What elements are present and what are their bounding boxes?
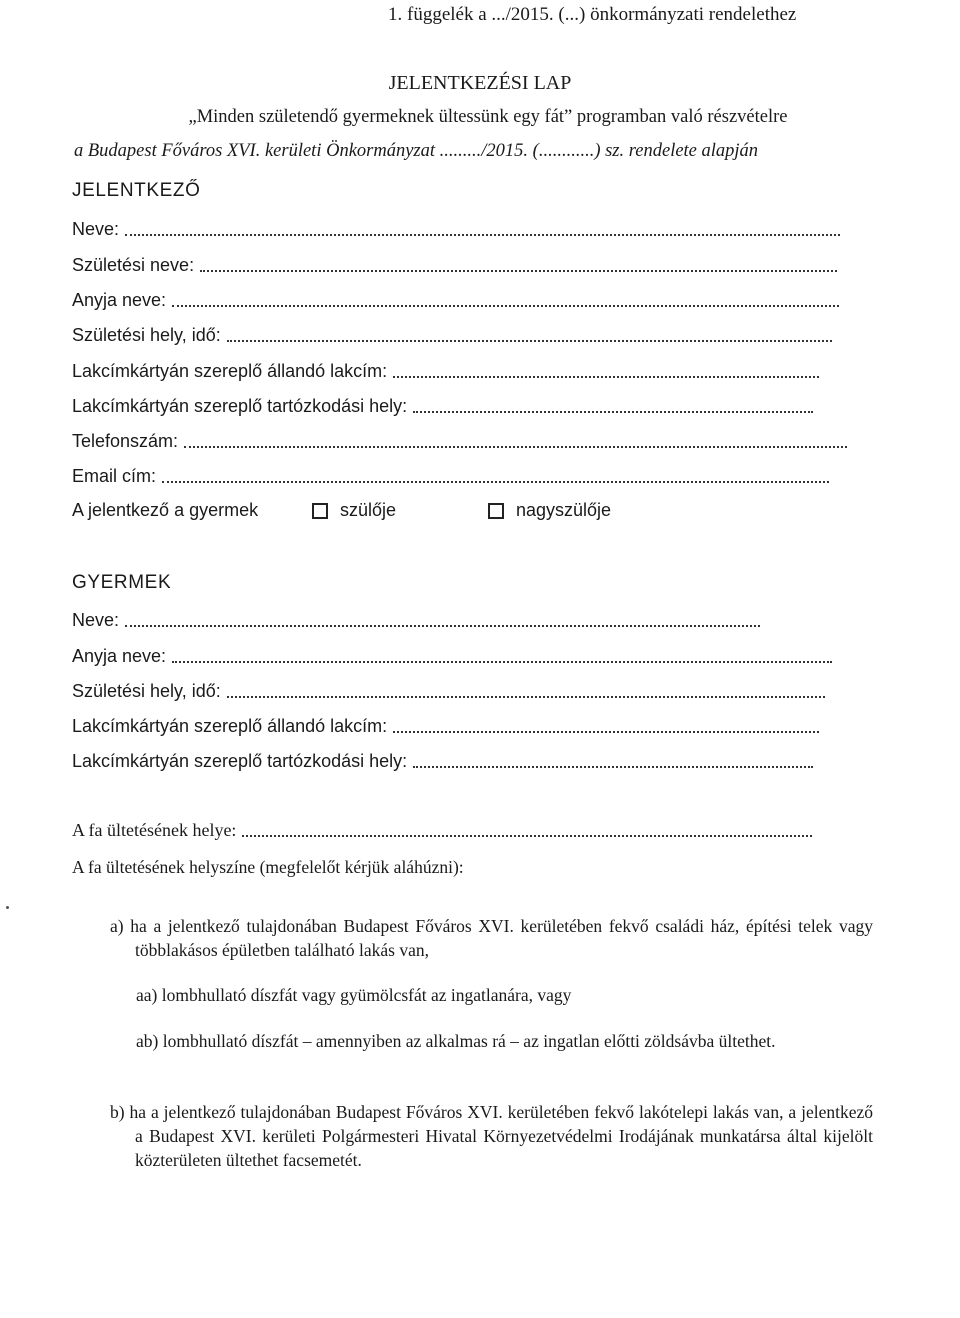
fill-line[interactable]: [125, 625, 760, 627]
fill-line[interactable]: [413, 411, 813, 413]
field-label: Email cím:: [72, 466, 157, 486]
field-label: Neve:: [72, 219, 120, 239]
fill-line[interactable]: [242, 835, 812, 837]
parent-checkbox[interactable]: [312, 503, 328, 519]
applicant-temporary-address-field[interactable]: [72, 396, 813, 417]
grandparent-option-label: nagyszülője: [516, 500, 612, 520]
applicant-phone-field[interactable]: [72, 431, 847, 452]
applicant-heading: JELENTKEZŐ: [72, 180, 201, 201]
form-title: JELENTKEZÉSI LAP: [388, 72, 572, 94]
parent-option-label: szülője: [340, 500, 397, 520]
applicant-birth-name-field[interactable]: [72, 255, 837, 276]
applicant-email-field[interactable]: [72, 466, 829, 487]
applicant-permanent-address-field[interactable]: [72, 361, 819, 382]
field-label: Lakcímkártyán szereplő tartózkodási hely:: [72, 396, 408, 416]
child-temporary-address-field[interactable]: [72, 751, 813, 772]
field-label: Lakcímkártyán szereplő tartózkodási hely:: [72, 751, 408, 771]
field-label: Lakcímkártyán szereplő állandó lakcím:: [72, 361, 388, 381]
child-permanent-address-field[interactable]: [72, 716, 819, 737]
child-birthplace-field[interactable]: [72, 681, 825, 702]
fill-line[interactable]: [172, 305, 839, 307]
child-heading: GYERMEK: [72, 572, 172, 593]
field-label: Születési neve:: [72, 255, 195, 275]
fill-line[interactable]: [184, 446, 847, 448]
option-a: a) ha a jelentkező tulajdonában Budapest Főváros XVI. kerületében fekvő családi ház, építési telek vagy többlakásos épületben található lakás van,: [110, 916, 873, 960]
fill-line[interactable]: [227, 340, 832, 342]
form-subtitle: „Minden születendő gyermeknek ültessünk egy fát” programban való részvételre: [188, 107, 788, 127]
applicant-birthplace-field[interactable]: [72, 325, 832, 346]
field-label: Születési hely, idő:: [72, 681, 221, 701]
child-mother-name-field[interactable]: [72, 646, 832, 667]
grandparent-checkbox[interactable]: [488, 503, 504, 519]
scan-speck: [6, 906, 9, 909]
planting-place-field[interactable]: [72, 820, 812, 841]
field-label: Anyja neve:: [72, 290, 167, 310]
option-aa: aa) lombhullató díszfát vagy gyümölcsfát az ingatlanára, vagy: [136, 985, 572, 1005]
fill-line[interactable]: [413, 766, 813, 768]
option-ab: ab) lombhullató díszfát – amennyiben az alkalmas rá – az ingatlan előtti zöldsávba ültethet.: [136, 1031, 776, 1051]
fill-line[interactable]: [125, 234, 840, 236]
fill-line[interactable]: [393, 376, 819, 378]
option-b: b) ha a jelentkező tulajdonában Budapest Főváros XVI. kerületében fekvő lakótelepi lakás van, a jelentkező a Budapest XVI. kerületi Polgármesteri Hivatal Környezetvédelmi Irodájának munkatársa által kijelölt közterületen ültethet facsemetét.: [110, 1102, 873, 1170]
annex-reference: 1. függelék a .../2015. (...) önkormányzati rendelethez: [388, 4, 797, 25]
field-label: Lakcímkártyán szereplő állandó lakcím:: [72, 716, 388, 736]
fill-line[interactable]: [172, 661, 832, 663]
fill-line[interactable]: [393, 731, 819, 733]
relation-row: [72, 500, 611, 521]
applicant-name-field[interactable]: [72, 219, 840, 240]
relation-label: A jelentkező a gyermek: [72, 500, 259, 520]
fill-line[interactable]: [227, 696, 825, 698]
field-label: Telefonszám:: [72, 431, 179, 451]
fill-line[interactable]: [162, 481, 829, 483]
child-name-field[interactable]: [72, 610, 760, 631]
field-label: Neve:: [72, 610, 120, 630]
field-label: A fa ültetésének helye:: [72, 820, 237, 840]
location-instruction: A fa ültetésének helyszíne (megfelelőt kérjük aláhúzni):: [72, 857, 464, 877]
form-legal-basis: a Budapest Főváros XVI. kerületi Önkormányzat ........./2015. (............) sz. rendelete alapján: [74, 141, 759, 161]
field-label: Születési hely, idő:: [72, 325, 221, 345]
applicant-mother-name-field[interactable]: [72, 290, 839, 311]
field-label: Anyja neve:: [72, 646, 167, 666]
fill-line[interactable]: [200, 270, 837, 272]
